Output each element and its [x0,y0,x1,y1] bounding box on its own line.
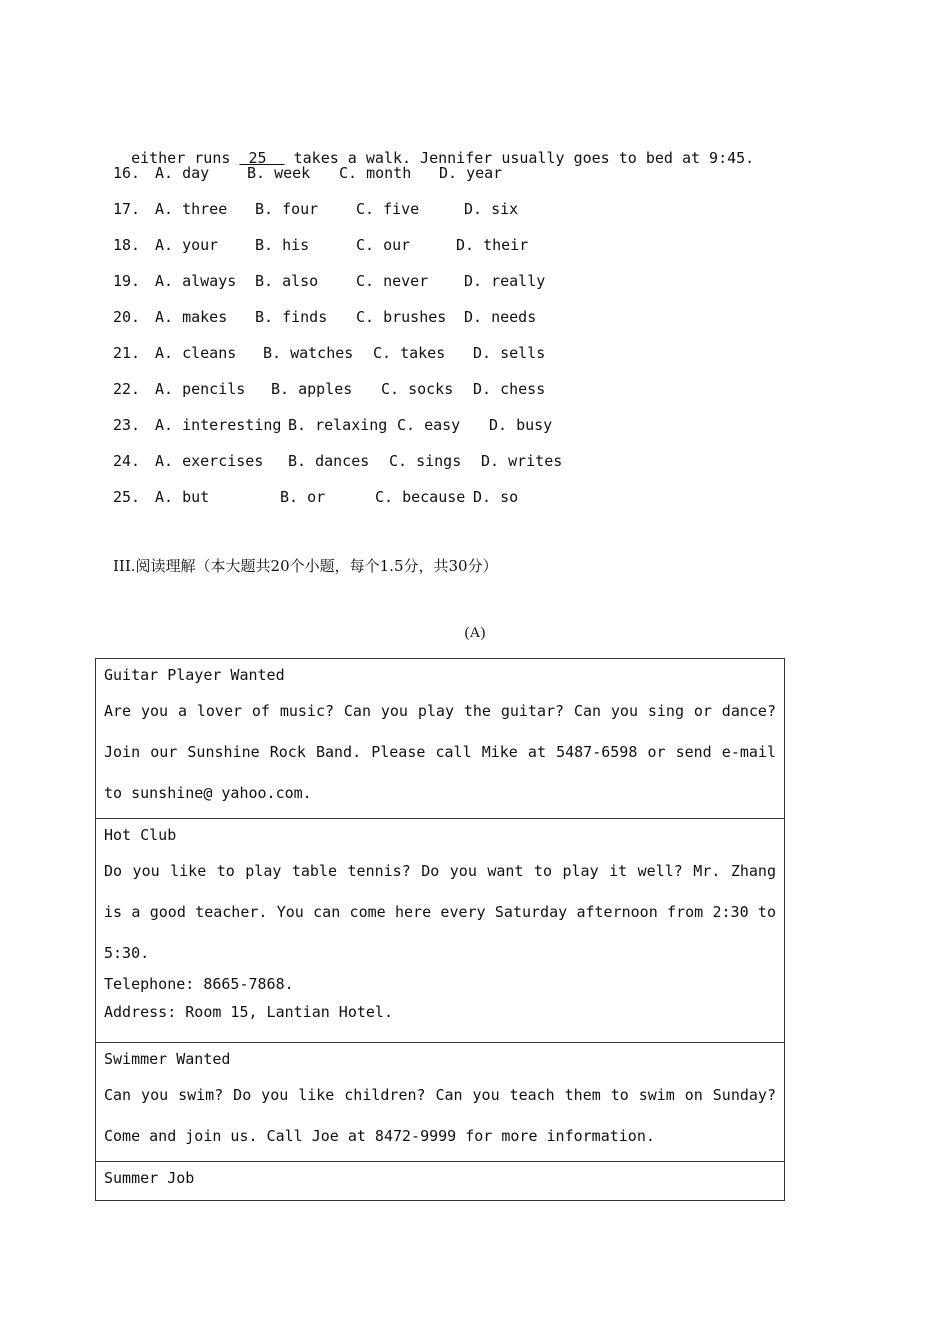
question-row [113,164,813,184]
answer-option: A. but [155,488,210,506]
answer-option: A. always [155,272,237,290]
question-number: 25. [113,488,141,506]
question-row [113,488,813,508]
answer-option: A. exercises [155,452,264,470]
ad-title: Swimmer Wanted [104,1050,231,1068]
answer-option: A. pencils [155,380,246,398]
question-number: 19. [113,272,141,290]
answer-option: D. six [464,200,519,218]
answer-option: C. socks [381,380,454,398]
question-row [113,452,813,472]
question-row [113,344,813,364]
answer-option: D. writes [481,452,563,470]
answer-option: D. really [464,272,546,290]
answer-option: D. busy [489,416,553,434]
answer-option: B. or [280,488,326,506]
ad-row [96,1043,785,1162]
ad-row [96,659,785,819]
answer-option: B. watches [263,344,354,362]
answer-option: B. apples [271,380,353,398]
answer-option: B. also [255,272,319,290]
answer-option: B. dances [288,452,370,470]
ad-row [96,1162,785,1201]
ad-address: Address: Room 15, Lantian Hotel. [104,1003,393,1021]
answer-option: D. needs [464,308,537,326]
ad-title: Summer Job [104,1169,195,1187]
question-number: 16. [113,164,141,182]
answer-option: C. five [356,200,420,218]
answer-option: B. finds [255,308,328,326]
answer-option: A. cleans [155,344,237,362]
question-row [113,200,813,220]
ad-swimmer [96,1043,785,1162]
ad-body: Can you swim? Do you like children? Can you teach them to swim on Sunday? Come and join us. Call Joe at 8472-9999 for more information. [104,1086,776,1145]
question-number: 24. [113,452,141,470]
ad-telephone: Telephone: 8665-7868. [104,975,294,993]
answer-option: B. four [255,200,319,218]
answer-option: A. makes [155,308,228,326]
question-number: 22. [113,380,141,398]
intro-before: either runs [131,149,240,167]
question-row [113,272,813,292]
ad-body: Are you a lover of music? Can you play the guitar? Can you sing or dance? Join our Sunshine Rock Band. Please call Mike at 5487-6598 or send e-mail to sunshine@ yahoo.com. [104,702,776,802]
question-number: 20. [113,308,141,326]
answer-option: C. sings [389,452,462,470]
ad-title: Hot Club [104,826,177,844]
answer-option: C. month [339,164,412,182]
answer-option: B. relaxing [288,416,388,434]
blank-25: 25 [239,149,285,167]
question-number: 17. [113,200,141,218]
ad-guitar [96,659,785,819]
answer-option: B. week [247,164,311,182]
answer-option: C. takes [373,344,446,362]
question-row [113,236,813,256]
intro-after: takes a walk. Jennifer usually goes to bed at 9:45. [284,149,755,167]
question-row [113,380,813,400]
question-row [113,416,813,436]
answer-option: C. our [356,236,411,254]
answer-option: A. your [155,236,219,254]
ad-body: Do you like to play table tennis? Do you want to play it well? Mr. Zhang is a good teacher. You can come here every Saturday afternoon from 2:30 to 5:30. [104,862,776,962]
answer-option: C. easy [397,416,461,434]
answer-option: A. three [155,200,228,218]
answer-option: C. brushes [356,308,447,326]
section-heading: III.阅读理解（本大题共20个小题，每个1.5分，共30分） [113,557,498,575]
intro-line [113,128,754,168]
question-number: 18. [113,236,141,254]
answer-option: A. day [155,164,210,182]
answer-option: D. their [456,236,529,254]
answer-option: A. interesting [155,416,282,434]
ad-hot-club [96,819,785,1043]
passage-label: (A) [464,625,486,641]
question-number: 21. [113,344,141,362]
answer-option: D. chess [473,380,546,398]
question-number: 23. [113,416,141,434]
answer-option: C. because [375,488,466,506]
answer-option: D. year [439,164,503,182]
answer-option: B. his [255,236,310,254]
answer-option: C. never [356,272,429,290]
ads-table [95,658,785,1201]
answer-option: D. sells [473,344,546,362]
ad-summer-job [96,1162,785,1201]
answer-option: D. so [473,488,519,506]
ad-title: Guitar Player Wanted [104,666,285,684]
question-row [113,308,813,328]
ad-row [96,819,785,1043]
